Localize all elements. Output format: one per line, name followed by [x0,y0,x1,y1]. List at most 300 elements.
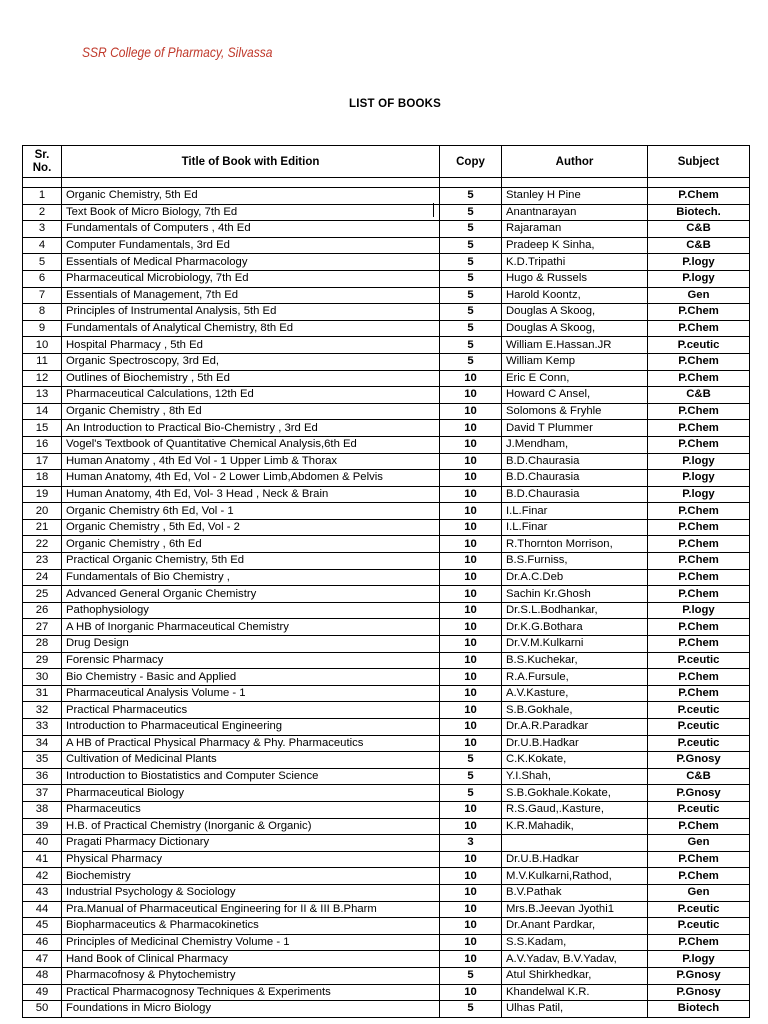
sr-no-cell: 17 [23,453,62,470]
table-row [23,901,750,918]
subject-cell: P.Chem [648,868,750,885]
sr-no-cell: 30 [23,669,62,686]
document-title: LIST OF BOOKS [348,98,442,110]
author-cell: B.S.Kuchekar, [502,652,648,669]
title-cell: Physical Pharmacy [62,851,440,868]
table-row [23,237,750,254]
subject-cell: P.ceutic [648,801,750,818]
sr-no-cell: 11 [23,353,62,370]
spacer-cell [62,178,440,188]
subject-cell: P.Chem [648,636,750,653]
sr-no-cell: 42 [23,868,62,885]
sr-no-cell: 41 [23,851,62,868]
table-row [23,304,750,321]
sr-no-cell: 18 [23,470,62,487]
copy-cell: 10 [440,851,502,868]
sr-no-cell: 6 [23,270,62,287]
sr-no-cell: 26 [23,602,62,619]
title-cell: A HB of Practical Physical Pharmacy & Phy. Pharmaceutics [62,735,440,752]
author-cell: R.A.Fursule, [502,669,648,686]
sr-no-cell: 20 [23,503,62,520]
title-cell: Pharmaceutical Biology [62,785,440,802]
table-row [23,204,750,221]
table-row [23,636,750,653]
title-cell: Pharmaceutics [62,801,440,818]
table-row [23,320,750,337]
sr-no-cell: 4 [23,237,62,254]
sr-no-cell: 31 [23,685,62,702]
subject-cell: P.Chem [648,188,750,205]
table-row [23,835,750,852]
sr-no-cell: 9 [23,320,62,337]
table-row [23,735,750,752]
subject-cell: P.logy [648,486,750,503]
column-header-subject: Subject [648,146,750,178]
sr-no-cell: 21 [23,519,62,536]
copy-cell: 10 [440,918,502,935]
copy-cell: 10 [440,719,502,736]
subject-cell: Gen [648,884,750,901]
title-cell: A HB of Inorganic Pharmaceutical Chemistry [62,619,440,636]
author-cell: Rajaraman [502,221,648,238]
sr-no-cell: 19 [23,486,62,503]
subject-cell: P.logy [648,453,750,470]
table-row [23,221,750,238]
table-row [23,768,750,785]
copy-cell: 5 [440,320,502,337]
author-cell: Dr.U.B.Hadkar [502,851,648,868]
author-cell: A.V.Yadav, B.V.Yadav, [502,951,648,968]
subject-cell: P.Chem [648,685,750,702]
copy-cell: 10 [440,884,502,901]
copy-cell: 5 [440,237,502,254]
sr-no-cell: 47 [23,951,62,968]
table-row [23,619,750,636]
sr-no-cell: 5 [23,254,62,271]
table-row [23,337,750,354]
title-cell: Introduction to Pharmaceutical Engineering [62,719,440,736]
copy-cell: 5 [440,353,502,370]
table-row [23,420,750,437]
table-row [23,188,750,205]
subject-cell: P.Chem [648,569,750,586]
table-row [23,868,750,885]
copy-cell: 5 [440,785,502,802]
sr-no-cell: 36 [23,768,62,785]
author-cell: J.Mendham, [502,436,648,453]
table-row [23,801,750,818]
copy-cell: 10 [440,553,502,570]
table-row [23,967,750,984]
title-cell: Biopharmaceutics & Pharmacokinetics [62,918,440,935]
sr-no-cell: 38 [23,801,62,818]
table-row [23,453,750,470]
column-header-copy: Copy [440,146,502,178]
copy-cell: 10 [440,685,502,702]
table-row [23,553,750,570]
subject-cell: P.Gnosy [648,967,750,984]
author-cell: S.B.Gokhale, [502,702,648,719]
author-cell: Hugo & Russels [502,270,648,287]
table-row [23,254,750,271]
table-row [23,586,750,603]
table-row [23,851,750,868]
table-header-row [23,146,750,178]
subject-cell: P.ceutic [648,337,750,354]
copy-cell: 10 [440,702,502,719]
subject-cell: P.logy [648,951,750,968]
sr-no-cell: 15 [23,420,62,437]
sr-no-cell: 22 [23,536,62,553]
title-cell: Forensic Pharmacy [62,652,440,669]
subject-cell: P.Chem [648,669,750,686]
sr-no-cell: 33 [23,719,62,736]
subject-cell: Biotech [648,1001,750,1018]
title-cell: Industrial Psychology & Sociology [62,884,440,901]
author-cell: Dr.K.G.Bothara [502,619,648,636]
title-cell: Fundamentals of Bio Chemistry , [62,569,440,586]
title-cell: Outlines of Biochemistry , 5th Ed [62,370,440,387]
copy-cell: 5 [440,752,502,769]
subject-cell: P.Chem [648,619,750,636]
copy-cell: 5 [440,287,502,304]
author-cell: William E.Hassan.JR [502,337,648,354]
title-cell: Cultivation of Medicinal Plants [62,752,440,769]
copy-cell: 5 [440,768,502,785]
subject-cell: P.logy [648,602,750,619]
sr-no-cell: 50 [23,1001,62,1018]
copy-cell: 10 [440,370,502,387]
subject-cell: P.Chem [648,370,750,387]
copy-cell: 10 [440,519,502,536]
table-row [23,685,750,702]
author-cell: Anantnarayan [502,204,648,221]
table-row [23,287,750,304]
author-cell: S.S.Kadam, [502,934,648,951]
copy-cell: 5 [440,188,502,205]
title-cell: Organic Spectroscopy, 3rd Ed, [62,353,440,370]
title-cell: Organic Chemistry , 5th Ed, Vol - 2 [62,519,440,536]
author-cell: B.V.Pathak [502,884,648,901]
title-cell: Essentials of Management, 7th Ed [62,287,440,304]
sr-no-cell: 25 [23,586,62,603]
copy-cell: 10 [440,436,502,453]
table-row [23,652,750,669]
sr-no-cell: 35 [23,752,62,769]
copy-cell: 10 [440,984,502,1001]
table-row [23,569,750,586]
author-cell: Ulhas Patil, [502,1001,648,1018]
table-row [23,270,750,287]
spacer-row [23,178,750,188]
copy-cell: 10 [440,901,502,918]
sr-no-cell: 44 [23,901,62,918]
author-cell: B.D.Chaurasia [502,470,648,487]
sr-no-cell: 34 [23,735,62,752]
copy-cell: 10 [440,868,502,885]
table-row [23,519,750,536]
title-cell: Pra.Manual of Pharmaceutical Engineering for II & III B.Pharm [62,901,440,918]
title-cell: H.B. of Practical Chemistry (Inorganic & Organic) [62,818,440,835]
author-cell: M.V.Kulkarni,Rathod, [502,868,648,885]
title-cell: Organic Chemistry , 8th Ed [62,403,440,420]
subject-cell: P.Chem [648,553,750,570]
sr-no-cell: 45 [23,918,62,935]
copy-cell: 10 [440,619,502,636]
author-cell: Dr.Anant Pardkar, [502,918,648,935]
copy-cell: 10 [440,569,502,586]
copy-cell: 10 [440,735,502,752]
title-cell: Principles of Instrumental Analysis, 5th Ed [62,304,440,321]
author-cell: Dr.A.C.Deb [502,569,648,586]
subject-cell: P.ceutic [648,901,750,918]
sr-no-cell: 27 [23,619,62,636]
subject-cell: P.Gnosy [648,984,750,1001]
subject-cell: C&B [648,768,750,785]
sr-no-cell: 1 [23,188,62,205]
spacer-cell [23,178,62,188]
title-cell: Bio Chemistry - Basic and Applied [62,669,440,686]
copy-cell: 5 [440,270,502,287]
table-row [23,370,750,387]
copy-cell: 3 [440,835,502,852]
author-cell: Eric E Conn, [502,370,648,387]
author-cell: R.Thornton Morrison, [502,536,648,553]
copy-cell: 10 [440,420,502,437]
copy-cell: 10 [440,503,502,520]
sr-no-cell: 37 [23,785,62,802]
title-cell: Biochemistry [62,868,440,885]
copy-cell: 10 [440,951,502,968]
copy-cell: 5 [440,304,502,321]
author-cell: I.L.Finar [502,503,648,520]
title-cell: Essentials of Medical Pharmacology [62,254,440,271]
copy-cell: 10 [440,934,502,951]
subject-cell: P.ceutic [648,719,750,736]
college-name: SSR College of Pharmacy, Silvassa [82,44,273,60]
table-row [23,403,750,420]
title-cell: Computer Fundamentals, 3rd Ed [62,237,440,254]
sr-no-cell: 29 [23,652,62,669]
author-cell: Stanley H Pine [502,188,648,205]
title-cell: Foundations in Micro Biology [62,1001,440,1018]
author-cell: A.V.Kasture, [502,685,648,702]
column-header-title: Title of Book with Edition [62,146,440,178]
column-header-sr-no: Sr. No. [23,146,62,178]
copy-cell: 10 [440,636,502,653]
author-cell: Pradeep K Sinha, [502,237,648,254]
author-cell [502,835,648,852]
title-cell: Human Anatomy , 4th Ed Vol - 1 Upper Limb & Thorax [62,453,440,470]
table-row [23,602,750,619]
table-row [23,951,750,968]
subject-cell: P.Chem [648,586,750,603]
subject-cell: Gen [648,835,750,852]
author-cell: Sachin Kr.Ghosh [502,586,648,603]
sr-no-cell: 43 [23,884,62,901]
title-cell: Pharmaceutical Microbiology, 7th Ed [62,270,440,287]
author-cell: Douglas A Skoog, [502,304,648,321]
author-cell: B.D.Chaurasia [502,486,648,503]
subject-cell: P.Gnosy [648,785,750,802]
subject-cell: P.logy [648,470,750,487]
subject-cell: P.Chem [648,519,750,536]
author-cell: Dr.A.R.Paradkar [502,719,648,736]
table-row [23,436,750,453]
table-row [23,984,750,1001]
table-row [23,752,750,769]
sr-no-cell: 24 [23,569,62,586]
title-cell: Advanced General Organic Chemistry [62,586,440,603]
copy-cell: 10 [440,387,502,404]
column-header-author: Author [502,146,648,178]
subject-cell: Biotech. [648,204,750,221]
title-cell: Principles of Medicinal Chemistry Volume - 1 [62,934,440,951]
table-row [23,536,750,553]
sr-no-cell: 40 [23,835,62,852]
table-row [23,818,750,835]
title-cell: Introduction to Biostatistics and Computer Science [62,768,440,785]
table-row [23,719,750,736]
text-cursor [433,203,434,217]
author-cell: B.S.Furniss, [502,553,648,570]
subject-cell: P.logy [648,270,750,287]
copy-cell: 5 [440,204,502,221]
title-cell: Drug Design [62,636,440,653]
author-cell: Dr.S.L.Bodhankar, [502,602,648,619]
author-cell: Dr.V.M.Kulkarni [502,636,648,653]
subject-cell: P.logy [648,254,750,271]
copy-cell: 10 [440,602,502,619]
copy-cell: 5 [440,254,502,271]
subject-cell: P.Chem [648,503,750,520]
author-cell: B.D.Chaurasia [502,453,648,470]
subject-cell: P.ceutic [648,702,750,719]
title-cell: Organic Chemistry , 6th Ed [62,536,440,553]
title-cell: Pragati Pharmacy Dictionary [62,835,440,852]
author-cell: Dr.U.B.Hadkar [502,735,648,752]
title-cell: Practical Pharmaceutics [62,702,440,719]
sr-no-cell: 2 [23,204,62,221]
sr-no-cell: 3 [23,221,62,238]
subject-cell: P.Chem [648,934,750,951]
copy-cell: 10 [440,801,502,818]
title-cell: Pharmaceutical Analysis Volume - 1 [62,685,440,702]
table-row [23,503,750,520]
sr-no-cell: 23 [23,553,62,570]
author-cell: Atul Shirkhedkar, [502,967,648,984]
subject-cell: Gen [648,287,750,304]
subject-cell: P.Chem [648,436,750,453]
subject-cell: P.Chem [648,851,750,868]
sr-no-cell: 49 [23,984,62,1001]
table-row [23,884,750,901]
author-cell: Y.I.Shah, [502,768,648,785]
author-cell: Mrs.B.Jeevan Jyothi1 [502,901,648,918]
table-row [23,470,750,487]
sr-no-cell: 7 [23,287,62,304]
sr-no-cell: 28 [23,636,62,653]
copy-cell: 10 [440,403,502,420]
sr-no-cell: 10 [23,337,62,354]
title-cell: Human Anatomy, 4th Ed, Vol - 2 Lower Limb,Abdomen & Pelvis [62,470,440,487]
spacer-cell [440,178,502,188]
table-row [23,702,750,719]
title-cell: Practical Organic Chemistry, 5th Ed [62,553,440,570]
subject-cell: P.ceutic [648,918,750,935]
author-cell: Howard C Ansel, [502,387,648,404]
subject-cell: P.Chem [648,536,750,553]
copy-cell: 10 [440,669,502,686]
subject-cell: P.Chem [648,818,750,835]
title-cell: Human Anatomy, 4th Ed, Vol- 3 Head , Neck & Brain [62,486,440,503]
author-cell: Douglas A Skoog, [502,320,648,337]
title-cell: Pharmacofnosy & Phytochemistry [62,967,440,984]
table-row [23,486,750,503]
title-cell: Pathophysiology [62,602,440,619]
table-row [23,934,750,951]
title-cell: Fundamentals of Analytical Chemistry, 8th Ed [62,320,440,337]
title-cell: Pharmaceutical Calculations, 12th Ed [62,387,440,404]
author-cell: Solomons & Fryhle [502,403,648,420]
author-cell: K.D.Tripathi [502,254,648,271]
sr-no-cell: 46 [23,934,62,951]
copy-cell: 10 [440,652,502,669]
subject-cell: C&B [648,387,750,404]
subject-cell: P.ceutic [648,652,750,669]
author-cell: I.L.Finar [502,519,648,536]
author-cell: William Kemp [502,353,648,370]
title-cell: An Introduction to Practical Bio-Chemistry , 3rd Ed [62,420,440,437]
sr-no-cell: 39 [23,818,62,835]
subject-cell: P.Chem [648,304,750,321]
title-cell: Hospital Pharmacy , 5th Ed [62,337,440,354]
copy-cell: 5 [440,221,502,238]
table-row [23,1001,750,1018]
author-cell: K.R.Mahadik, [502,818,648,835]
copy-cell: 10 [440,486,502,503]
sr-no-cell: 14 [23,403,62,420]
author-cell: Khandelwal K.R. [502,984,648,1001]
subject-cell: C&B [648,237,750,254]
author-cell: R.S.Gaud,.Kasture, [502,801,648,818]
sr-no-cell: 48 [23,967,62,984]
copy-cell: 5 [440,1001,502,1018]
subject-cell: P.Chem [648,353,750,370]
subject-cell: P.ceutic [648,735,750,752]
title-cell: Text Book of Micro Biology, 7th Ed [62,204,440,221]
title-cell: Practical Pharmacognosy Techniques & Experiments [62,984,440,1001]
title-cell: Fundamentals of Computers , 4th Ed [62,221,440,238]
author-cell: David T Plummer [502,420,648,437]
title-cell: Organic Chemistry 6th Ed, Vol - 1 [62,503,440,520]
subject-cell: P.Chem [648,320,750,337]
table-row [23,387,750,404]
table-row [23,785,750,802]
copy-cell: 5 [440,967,502,984]
subject-cell: P.Chem [648,403,750,420]
sr-no-cell: 13 [23,387,62,404]
subject-cell: C&B [648,221,750,238]
sr-no-cell: 12 [23,370,62,387]
copy-cell: 10 [440,453,502,470]
books-table [22,145,750,1018]
copy-cell: 10 [440,470,502,487]
subject-cell: P.Chem [648,420,750,437]
title-cell: Vogel's Textbook of Quantitative Chemical Analysis,6th Ed [62,436,440,453]
spacer-cell [648,178,750,188]
title-cell: Organic Chemistry, 5th Ed [62,188,440,205]
